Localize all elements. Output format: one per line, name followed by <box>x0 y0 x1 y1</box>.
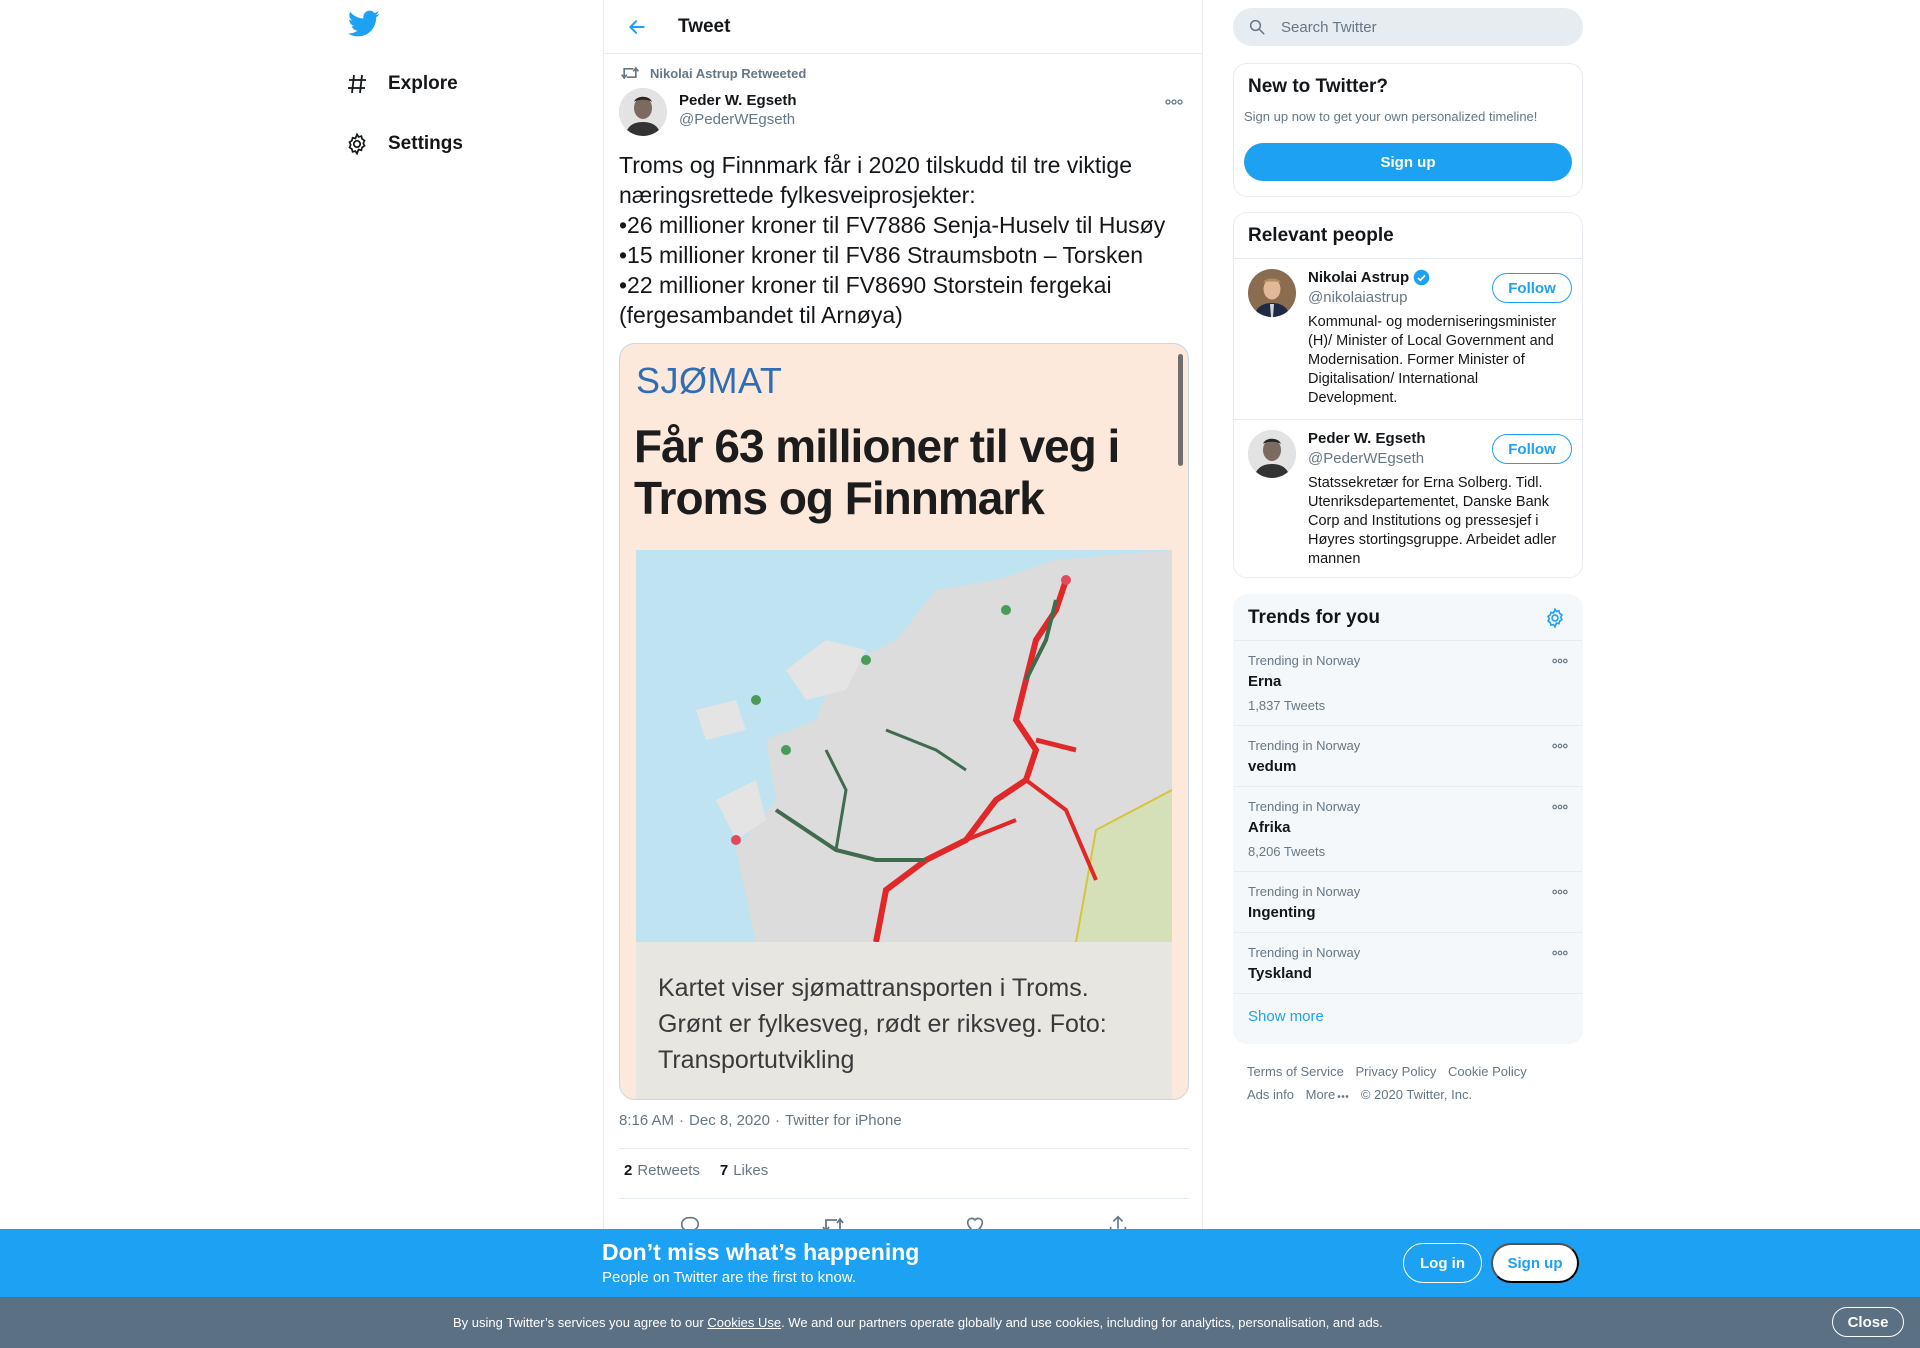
tweet-media-image[interactable] <box>619 343 1189 1100</box>
media-caption <box>658 970 1158 1078</box>
signup-banner <box>0 1229 1920 1297</box>
person-bio <box>1308 313 1572 408</box>
divider <box>619 1198 1189 1199</box>
nav-explore-label: Explore <box>388 73 458 94</box>
nav-settings-label: Settings <box>388 133 463 154</box>
tweet-meta <box>619 1112 902 1129</box>
tweet-text-line: •26 millioner kroner til FV7886 Senja-Huselv til Husøy <box>619 212 1166 238</box>
person-bio <box>1308 474 1572 569</box>
trends-title: Trends for you <box>1248 607 1380 628</box>
trend-more-icon[interactable] <box>1550 653 1570 669</box>
trend-name: Erna <box>1248 673 1282 690</box>
retweets-count: 2 <box>624 1162 633 1179</box>
trends-settings-gear-icon[interactable] <box>1544 607 1568 631</box>
new-to-twitter-title: New to Twitter? <box>1248 76 1389 97</box>
trend-context: Trending in Norway <box>1248 653 1361 668</box>
more-options-icon[interactable] <box>1162 92 1186 112</box>
more-dots-icon <box>1337 1094 1349 1099</box>
footer-more-link[interactable] <box>1306 1083 1350 1106</box>
person-name-text: Peder W. Egseth <box>1308 430 1426 447</box>
footer-more-label: More <box>1305 1087 1336 1102</box>
footer-links <box>1247 1060 1577 1106</box>
tweet-text <box>619 150 1189 330</box>
person-bio-line: Høyres stortingsgruppe. Arbeidet adler <box>1308 532 1557 548</box>
meta-separator: · <box>774 1112 780 1129</box>
trends-card <box>1233 594 1583 1044</box>
follow-button[interactable]: Follow <box>1492 273 1572 303</box>
person-item[interactable] <box>1234 258 1583 419</box>
avatar[interactable] <box>1248 430 1296 478</box>
trend-item[interactable] <box>1234 872 1583 933</box>
media-brand: SJØMAT <box>636 360 783 401</box>
trend-name: Afrika <box>1248 819 1291 836</box>
verified-badge-icon <box>1413 269 1430 286</box>
close-cookie-button[interactable]: Close <box>1832 1307 1904 1337</box>
back-arrow-icon[interactable] <box>624 14 650 40</box>
signup-banner-headline: Don’t miss what’s happening <box>602 1239 920 1265</box>
author-name[interactable]: Peder W. Egseth <box>679 92 797 109</box>
trend-item[interactable] <box>1234 726 1583 787</box>
trend-context: Trending in Norway <box>1248 799 1361 814</box>
login-button[interactable]: Log in <box>1403 1243 1482 1283</box>
show-more-link[interactable]: Show more <box>1248 1008 1324 1025</box>
person-bio-line: Statssekretær for Erna Solberg. Tidl. <box>1308 475 1543 491</box>
tweet-text-line: (fergesambandet til Arnøya) <box>619 302 903 328</box>
tweet-text-line: •22 millioner kroner til FV8690 Storstein fergekai <box>619 272 1112 298</box>
footer-ads-link[interactable]: Ads info <box>1247 1087 1294 1102</box>
media-headline <box>634 420 1174 524</box>
signup-banner-button[interactable]: Sign up <box>1491 1243 1579 1283</box>
footer-copyright: © 2020 Twitter, Inc. <box>1360 1087 1473 1102</box>
nav-settings[interactable] <box>344 124 463 164</box>
likes-count: 7 <box>719 1162 729 1179</box>
author-handle[interactable]: @PederWEgseth <box>679 111 796 128</box>
media-caption-line: Kartet viser sjømattransporten i Troms. <box>658 974 1089 1002</box>
media-map <box>636 550 1172 942</box>
media-caption-box <box>636 942 1172 1100</box>
retweeted-by-label: Nikolai Astrup Retweeted <box>650 65 807 81</box>
cookies-use-link[interactable]: Cookies Use <box>707 1315 782 1330</box>
twitter-logo-icon[interactable] <box>348 10 382 44</box>
retweets-label: Retweets <box>637 1162 700 1179</box>
trend-count: 1,837 Tweets <box>1248 698 1326 713</box>
person-bio-line: mannen <box>1308 551 1361 567</box>
person-bio-line: Digitalisation/ International <box>1308 371 1479 387</box>
new-to-twitter-card <box>1233 63 1583 197</box>
trend-count: 8,206 Tweets <box>1248 844 1326 859</box>
search-icon <box>1247 17 1267 37</box>
trend-name: Tyskland <box>1248 965 1312 982</box>
avatar[interactable] <box>1248 269 1296 317</box>
person-bio-line: (H)/ Minister of Local Government and <box>1308 333 1554 349</box>
cookie-text-before: By using Twitter’s services you agree to our <box>453 1315 708 1330</box>
trend-more-icon[interactable] <box>1550 884 1570 900</box>
search-box[interactable] <box>1233 8 1583 46</box>
trend-name: Ingenting <box>1248 904 1316 921</box>
media-caption-line: Transportutvikling <box>658 1046 855 1074</box>
trend-context: Trending in Norway <box>1248 738 1361 753</box>
media-scrollbar[interactable] <box>1178 354 1183 466</box>
media-caption-line: Grønt er fylkesveg, rødt er riksveg. Foto: <box>658 1010 1107 1038</box>
follow-button[interactable]: Follow <box>1492 434 1572 464</box>
retweet-icon <box>620 64 640 82</box>
trend-name: vedum <box>1248 758 1297 775</box>
tweet-stats <box>624 1162 788 1179</box>
likes-stat[interactable] <box>720 1162 768 1179</box>
nav-explore[interactable] <box>344 64 458 104</box>
signup-banner-subtext: People on Twitter are the first to know. <box>602 1269 857 1286</box>
likes-label: Likes <box>733 1162 769 1179</box>
retweeted-by[interactable] <box>618 64 806 82</box>
trend-item[interactable] <box>1234 933 1583 994</box>
media-headline-line: Troms og Finnmark <box>634 472 1044 524</box>
person-name[interactable] <box>1308 430 1426 447</box>
tweet-text-line: •15 millioner kroner til FV86 Straumsbotn – Torsken <box>619 242 1144 268</box>
cookie-text-after: . We and our partners operate globally and use cookies, including for analytics, personalisation, and ads. <box>781 1315 1383 1330</box>
new-to-twitter-description: Sign up now to get your own personalized timeline! <box>1244 109 1538 124</box>
person-name-text: Nikolai Astrup <box>1308 269 1410 286</box>
page-title: Tweet <box>678 15 731 37</box>
signup-button[interactable]: Sign up <box>1244 143 1572 181</box>
trend-context: Trending in Norway <box>1248 945 1361 960</box>
trend-item[interactable] <box>1234 641 1583 726</box>
tweet-date[interactable]: Dec 8, 2020 <box>689 1112 770 1129</box>
tweet-text-line: næringsrettede fylkesveiprosjekter: <box>619 182 976 208</box>
relevant-people-card <box>1233 212 1583 578</box>
trend-item[interactable] <box>1234 787 1583 872</box>
cookie-text <box>453 1315 1383 1330</box>
media-headline-line: Får 63 millioner til veg i <box>634 420 1120 472</box>
hashtag-icon <box>344 71 370 97</box>
person-bio-line: Modernisation. Former Minister of <box>1308 352 1525 368</box>
trend-more-icon[interactable] <box>1550 945 1570 961</box>
retweets-stat[interactable] <box>624 1162 700 1179</box>
tweet-source[interactable]: Twitter for iPhone <box>784 1112 902 1129</box>
footer-terms-link[interactable]: Terms of Service <box>1247 1064 1344 1079</box>
tweet-author[interactable] <box>619 88 797 136</box>
cookie-banner <box>0 1297 1920 1348</box>
person-handle[interactable]: @PederWEgseth <box>1308 450 1425 467</box>
person-bio-line: Development. <box>1308 390 1398 406</box>
person-name[interactable] <box>1308 269 1430 286</box>
relevant-people-title: Relevant people <box>1248 225 1394 246</box>
tweet-header <box>604 0 1202 54</box>
divider <box>619 1148 1189 1149</box>
gear-icon <box>344 131 370 157</box>
person-bio-line: Corp and Institutions og pressesjef i <box>1308 513 1539 529</box>
footer-cookie-link[interactable]: Cookie Policy <box>1447 1064 1527 1079</box>
person-bio-line: Utenriksdepartementet, Danske Bank <box>1308 494 1549 510</box>
tweet-text-line: Troms og Finnmark får i 2020 tilskudd til tre viktige <box>619 152 1132 178</box>
avatar[interactable] <box>619 88 667 136</box>
tweet-time[interactable]: 8:16 AM <box>619 1112 675 1129</box>
trend-more-icon[interactable] <box>1550 799 1570 815</box>
person-handle[interactable]: @nikolaiastrup <box>1308 289 1408 306</box>
meta-separator: · <box>679 1112 685 1129</box>
tweet-column <box>603 0 1203 1348</box>
person-item[interactable] <box>1234 419 1583 578</box>
footer-privacy-link[interactable]: Privacy Policy <box>1355 1064 1437 1079</box>
search-input[interactable] <box>1281 19 1561 36</box>
trend-context: Trending in Norway <box>1248 884 1361 899</box>
trend-more-icon[interactable] <box>1550 738 1570 754</box>
person-bio-line: Kommunal- og moderniseringsminister <box>1308 314 1557 330</box>
